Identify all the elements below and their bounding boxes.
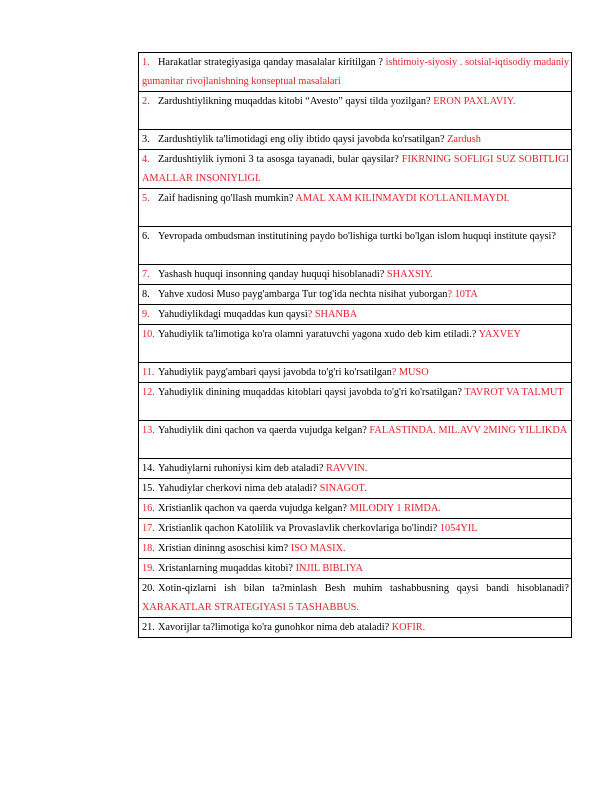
answer-text: Zardush — [447, 134, 481, 145]
question-text: Xristianlik qachon Katolilik va Provaslavlik cherkovlariga bo'lindi? — [158, 523, 440, 534]
answer-text: MILODIY 1 RIMDA. — [349, 503, 442, 514]
question-number: 9. — [142, 309, 150, 320]
table-row — [139, 421, 572, 459]
question-cell — [139, 130, 572, 150]
question-text: Zardushtiylik ta'limotidagi eng oliy ibtido qaysi javobda ko'rsatilgan? — [158, 134, 448, 145]
table-row — [139, 285, 572, 305]
question-text: Zaif hadisning qo'llash mumkin? — [158, 193, 296, 204]
question-text: Yahudiylikdagi muqaddas kun qaysi — [158, 309, 308, 320]
answer-text: INJIL BIBLIYA — [295, 563, 363, 574]
question-number: 4. — [142, 154, 150, 165]
question-number: 5. — [142, 193, 150, 204]
question-cell — [139, 579, 572, 618]
question-answer-table — [138, 52, 572, 638]
table-row — [139, 130, 572, 150]
question-cell — [139, 539, 572, 559]
question-number: 14. — [142, 463, 155, 474]
question-cell — [139, 189, 572, 227]
question-cell — [139, 499, 572, 519]
question-cell — [139, 618, 572, 638]
table-row — [139, 92, 572, 130]
question-cell — [139, 227, 572, 265]
question-cell — [139, 265, 572, 285]
question-cell — [139, 363, 572, 383]
question-text: Xotin-qizlarni ish bilan ta?minlash Besh muhim tashabbusning qaysi bandi hisoblanadi? — [158, 583, 569, 594]
question-text: Yahudiylik dini qachon va qaerda vujudga kelgan? — [158, 425, 370, 436]
answer-text: KOFIR. — [391, 622, 426, 633]
table-row — [139, 305, 572, 325]
question-number: 7. — [142, 269, 150, 280]
table-row — [139, 618, 572, 638]
table-row — [139, 189, 572, 227]
answer-text: TAVROT VA TALMUT — [464, 387, 564, 398]
question-text: Yahudiylarni ruhoniysi kim deb ataladi? — [158, 463, 326, 474]
question-text: Yashash huquqi insonning qanday huquqi hisoblanadi? — [158, 269, 387, 280]
table-row — [139, 150, 572, 189]
answer-text: FIKRNING SOFLIGI SUZ SOBITLIGI AMALLAR INSONIYLIGI. — [142, 154, 569, 184]
question-number: 6. — [142, 231, 150, 242]
question-number: 17. — [142, 523, 155, 534]
table-row — [139, 459, 572, 479]
answer-text: SINAGOT. — [319, 483, 367, 494]
table-row — [139, 479, 572, 499]
answer-text: ? 10TA — [447, 289, 478, 300]
answer-text: RAVVIN. — [325, 463, 368, 474]
question-number: 2. — [142, 96, 150, 107]
question-text: Xristian dininng asoschisi kim? — [158, 543, 291, 554]
question-number: 10. — [142, 329, 155, 340]
question-text: Harakatlar strategiyasiga qanday masalalar kiritilgan ? — [158, 57, 386, 68]
table-row — [139, 383, 572, 421]
table-row — [139, 519, 572, 539]
answer-text: 1054YIL — [439, 523, 478, 534]
answer-text: YAXVEY — [478, 329, 521, 340]
question-cell — [139, 92, 572, 130]
question-text: Yahudiylar cherkovi nima deb ataladi? — [158, 483, 320, 494]
answer-text: ERON PAXLAVIY. — [433, 96, 516, 107]
question-cell — [139, 305, 572, 325]
question-text: Yahve xudosi Muso payg'ambarga Tur tog'ida nechta nisihat yuborgan — [158, 289, 448, 300]
answer-text: ? MUSO — [391, 367, 429, 378]
question-text: Xavorijlar ta?limotiga ko'ra gunohkor nima deb ataladi? — [158, 622, 392, 633]
table-row — [139, 325, 572, 363]
question-text: Xristianlik qachon va qaerda vujudga kelgan? — [158, 503, 350, 514]
table-row — [139, 499, 572, 519]
question-number: 1. — [142, 57, 150, 68]
question-number: 19. — [142, 563, 155, 574]
answer-text: ishtimoiy-siyosiy . sotsial-iqtisodiy madaniy gumanitar rivojlanishning konseptual masalalari — [142, 57, 569, 87]
question-number: 21. — [142, 622, 155, 633]
question-number: 15. — [142, 483, 155, 494]
question-cell — [139, 479, 572, 499]
question-cell — [139, 53, 572, 92]
question-text: Yevropada ombudsman institutining paydo bo'lishiga turtki bo'lgan islom huquqi institute qaysi? — [158, 231, 556, 242]
table-row — [139, 579, 572, 618]
answer-text: ? SHANBA — [307, 309, 358, 320]
question-number: 8. — [142, 289, 150, 300]
question-text: Zardushtiylikning muqaddas kitobi “Avesto” qaysi tilda yozilgan? — [158, 96, 434, 107]
table-row — [139, 265, 572, 285]
question-cell — [139, 559, 572, 579]
question-number: 12. — [142, 387, 155, 398]
question-cell — [139, 421, 572, 459]
answer-text: ISO MASIX. — [290, 543, 346, 554]
question-text: Zardushtiylik iymoni 3 ta asosga tayanadi, bular qaysilar? — [158, 154, 402, 165]
question-number: 3. — [142, 134, 150, 145]
question-number: 20. — [142, 583, 155, 594]
answer-text: SHAXSIY. — [386, 269, 433, 280]
question-text: Yahudiylik payg'ambari qaysi javobda to'g'ri ko'rsatilgan — [158, 367, 392, 378]
question-text: Xristanlarning muqaddas kitobi? — [158, 563, 296, 574]
question-cell — [139, 150, 572, 189]
table-row — [139, 539, 572, 559]
question-cell — [139, 285, 572, 305]
question-number: 18. — [142, 543, 155, 554]
question-number: 16. — [142, 503, 155, 514]
question-text: Yahudiylik dinining muqaddas kitoblari qaysi javobda to'g'ri ko'rsatilgan? — [158, 387, 465, 398]
table-row — [139, 227, 572, 265]
answer-text: AMAL XAM KILINMAYDI KO'LLANILMAYDI. — [295, 193, 510, 204]
answer-text: FALASTINDA. MIL.AVV 2MING YILLIKDA — [369, 425, 568, 436]
question-cell — [139, 519, 572, 539]
question-cell — [139, 459, 572, 479]
question-text: Yahudiylik ta'limotiga ko'ra olamni yaratuvchi yagona xudo deb kim etiladi.? — [158, 329, 479, 340]
table-row — [139, 363, 572, 383]
question-cell — [139, 325, 572, 363]
table-row — [139, 53, 572, 92]
question-cell — [139, 383, 572, 421]
question-number: 13. — [142, 425, 155, 436]
answer-text: XARAKATLAR STRATEGIYASI 5 TASHABBUS. — [142, 602, 359, 613]
table-row — [139, 559, 572, 579]
question-number: 11. — [142, 367, 155, 378]
